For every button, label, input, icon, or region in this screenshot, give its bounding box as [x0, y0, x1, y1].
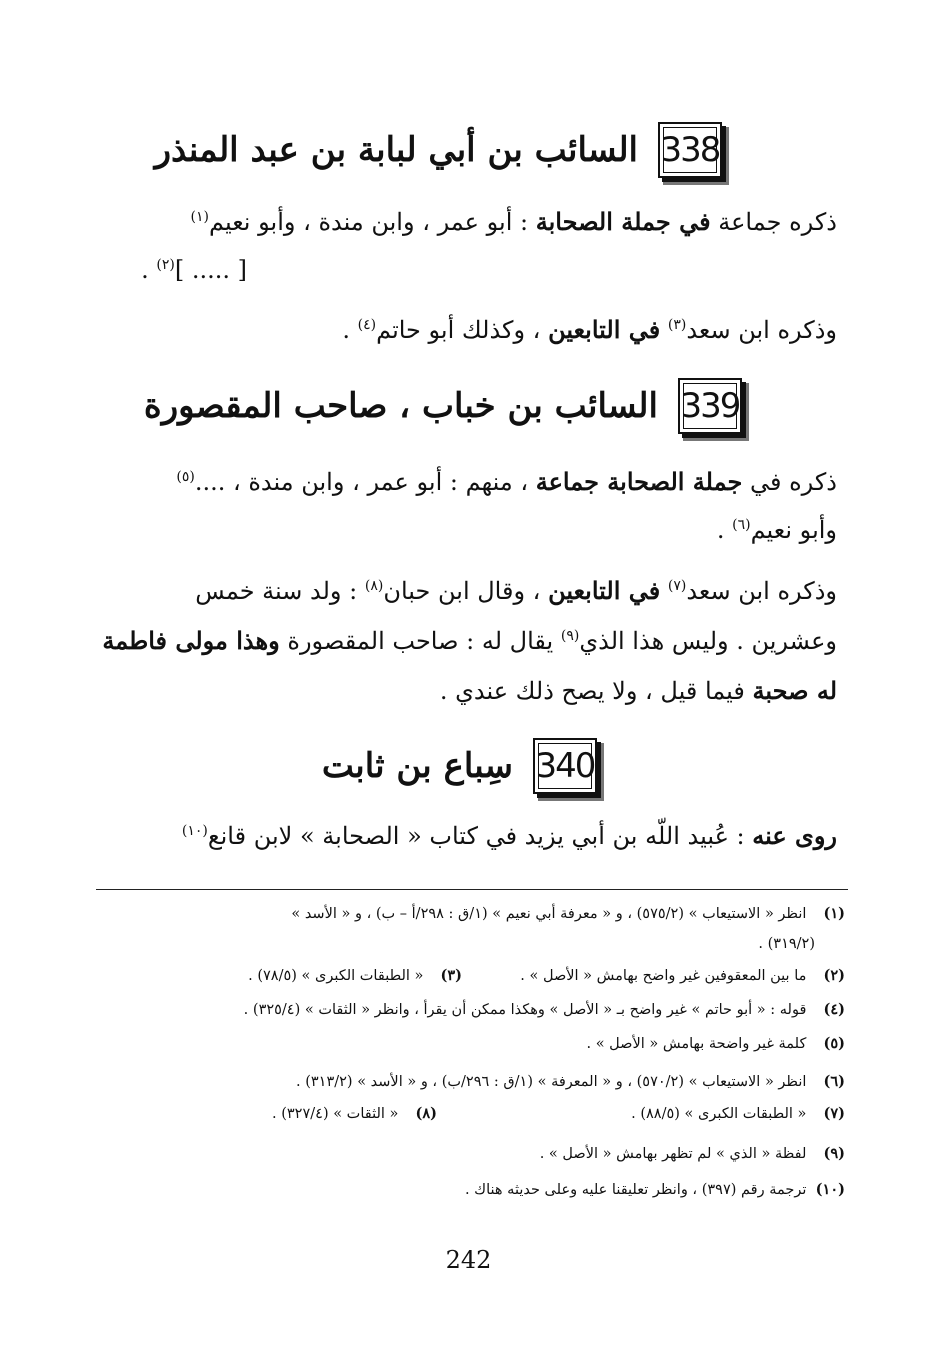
entry-number: 338 — [660, 130, 720, 170]
entry-340-heading — [322, 738, 597, 794]
entry-title: سِباع بن ثابت — [321, 746, 513, 786]
footnote: (٨) « الثقات » (٣٢٧/٤) . — [272, 1105, 437, 1122]
entry-number-box — [678, 378, 742, 434]
paragraph-line: وذكره ابن سعد$^{(٣)}$ في التابعين ، وكذلك أبو حاتم$^{(٤)}$ . — [342, 315, 837, 344]
footnote-ref: (١) — [190, 209, 210, 225]
paragraph-line: [ ..... ]$^{(٢)}$ . — [141, 256, 247, 284]
footnote-ref: (٦) — [732, 517, 751, 533]
footnote: (١) انظر « الاستيعاب » (٥٧٥/٢) ، و « معرفة أبي نعيم » (١/ق : ٢٩٨/أ – ب) ، و « الأسد » — [291, 905, 845, 922]
footnote-ref: (٣) — [667, 317, 687, 333]
paragraph-line: وذكره ابن سعد$^{(٧)}$ في التابعين ، وقال ابن حبان$^{(٨)}$ : ولد سنة خمس — [195, 576, 837, 605]
footnote-separator — [96, 889, 848, 890]
footnote-ref: (١٠) — [181, 823, 208, 839]
footnote: (٢) ما بين المعقوفين غير واضح بهامش « الأصل » . — [520, 967, 845, 984]
entry-340-body — [97, 812, 837, 860]
entry-number-box — [658, 122, 722, 178]
footnote-ref: (٢) — [156, 257, 175, 273]
footnote-continuation: (٣١٩/٢) . — [758, 936, 815, 952]
entry-number: 339 — [680, 386, 740, 426]
footnote-ref: (٩) — [560, 628, 580, 644]
paragraph-line: روى عنه : عُبيد اللّه بن أبي يزيد في كتاب « الصحابة » لابن قانع$^{(١٠)}$ — [181, 821, 837, 850]
entry-338-heading — [155, 122, 722, 178]
paragraph-line: ذكره في جملة الصحابة جماعة ، منهم : أبو عمر ، وابن مندة ، ....$^{(٥)}$ — [176, 467, 837, 496]
entry-339-paragraph-2 — [97, 566, 837, 716]
page-number: 242 — [445, 1246, 492, 1274]
footnote: (٤) قوله : « أبو حاتم » غير واضح بـ « الأصل » وهكذا ممكن أن يقرأ ، وانظر « الثقات » (٣٢٥/٤) . — [243, 1001, 845, 1018]
paragraph-line: وأبو نعيم$^{(٦)}$ . — [716, 516, 837, 544]
footnote: (٣) « الطبقات الكبرى » (٧٨/٥) . — [248, 967, 462, 984]
entry-number-box — [533, 738, 597, 794]
entry-title: السائب بن أبي لبابة بن عبد المنذر — [154, 130, 638, 170]
entry-338-body — [97, 198, 837, 354]
entry-number: 340 — [535, 746, 595, 786]
entry-title: السائب بن خباب ، صاحب المقصورة — [143, 386, 658, 426]
footnote-ref: (٧) — [667, 578, 687, 594]
footnote-ref: (٤) — [357, 317, 377, 333]
footnote-ref: (٥) — [176, 469, 195, 485]
footnote: (٩) لفظة « الذي » لم تظهر بهامش « الأصل » . — [539, 1145, 845, 1162]
footnote: (٧) « الطبقات الكبرى » (٨٨/٥) . — [631, 1105, 845, 1122]
footnote: (١٠) ترجمة رقم (٣٩٧) ، وانظر تعليقنا عليه وعلى حديثه هناك . — [464, 1181, 845, 1198]
paragraph-line: وعشرين . وليس هذا الذي$^{(٩)}$ يقال له : صاحب المقصورة وهذا مولى فاطمة — [102, 626, 837, 655]
paragraph-line: له صحبة فيما قيل ، ولا يصح ذلك عندي . — [439, 676, 837, 705]
footnote: (٦) انظر « الاستيعاب » (٥٧٠/٢) ، و « المعرفة » (١/ق : ٢٩٦/ب) ، و « الأسد » (٣١٣/٢) . — [295, 1073, 845, 1090]
footnote: (٥) كلمة غير واضحة بهامش « الأصل » . — [586, 1035, 845, 1052]
entry-339-body — [97, 458, 837, 554]
paragraph-line: ذكره جماعة في جملة الصحابة : أبو عمر ، وابن مندة ، وأبو نعيم$^{(١)}$ — [190, 207, 837, 236]
entry-339-heading — [144, 378, 742, 434]
footnote-ref: (٨) — [364, 578, 384, 594]
